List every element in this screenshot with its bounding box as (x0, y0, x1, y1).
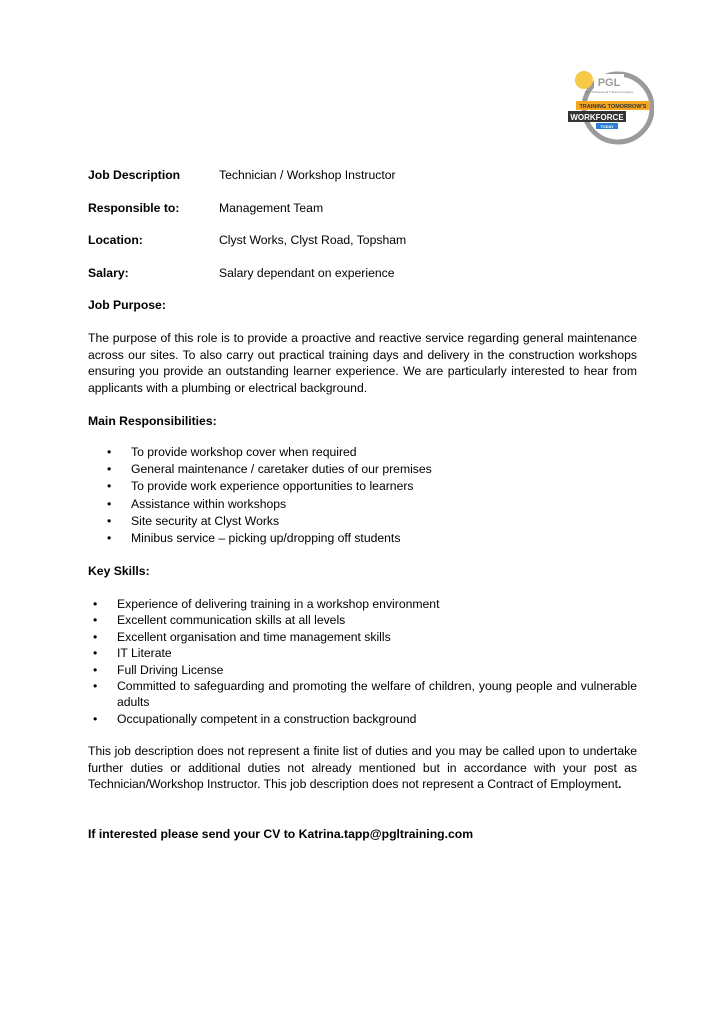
job-purpose-heading: Job Purpose: (88, 298, 166, 312)
field-value: Technician / Workshop Instructor (219, 168, 396, 182)
cta-text: If interested please send your CV to (88, 827, 299, 841)
key-skills-heading: Key Skills: (88, 564, 150, 578)
list-item: • Excellent communication skills at all levels (88, 612, 637, 628)
pgl-logo (566, 68, 654, 150)
disclaimer-end-mark: . (617, 777, 622, 791)
responsibilities-list (88, 444, 432, 547)
job-purpose-text: The purpose of this role is to provide a proactive and reactive service regarding general maintenance across our sites. To also carry out practical training days and delivery in the construction workshops ensuring you provide an outstanding learner experience. We are particularly interested to hear from applicants with a plumbing or electrical background. (88, 331, 637, 395)
field-label: Job Description (88, 168, 181, 182)
list-item: • General maintenance / caretaker duties of our premises (88, 461, 432, 478)
list-item: • Assistance within workshops (88, 496, 432, 513)
responsibilities-heading: Main Responsibilities: (88, 414, 217, 428)
list-item: • Full Driving License (88, 662, 637, 678)
svg-text:PGL: PGL (597, 77, 621, 89)
svg-text:TODAY: TODAY (600, 124, 614, 129)
svg-text:WORKFORCE: WORKFORCE (570, 113, 624, 122)
list-item: • To provide workshop cover when required (88, 444, 432, 461)
svg-text:Your Professional Training Com: Your Professional Training Company (584, 90, 634, 94)
disclaimer-body: This job description does not represent a finite list of duties and you may be called upon to undertake further duties or additional duties not already mentioned but in accordance with your post as Technician/Workshop Instructor. This job description does not represent a Contract of Employment (88, 744, 637, 791)
list-item: • Occupationally competent in a construction background (88, 711, 637, 727)
disclaimer-text (88, 743, 637, 793)
list-item: • To provide work experience opportunities to learners (88, 478, 432, 495)
contact-email[interactable]: Katrina.tapp@pgltraining.com (298, 827, 474, 841)
list-item: • Site security at Clyst Works (88, 513, 432, 530)
field-label: Location: (88, 233, 143, 247)
list-item: • IT Literate (88, 645, 637, 661)
list-item: • Excellent organisation and time management skills (88, 629, 637, 645)
field-value: Management Team (219, 201, 324, 215)
list-item: • Experience of delivering training in a workshop environment (88, 596, 637, 612)
field-value: Clyst Works, Clyst Road, Topsham (219, 233, 407, 247)
svg-text:TRAINING TOMORROW'S: TRAINING TOMORROW'S (579, 104, 647, 110)
key-skills-list (88, 596, 637, 727)
field-label: Salary: (88, 266, 129, 280)
field-label: Responsible to: (88, 201, 180, 215)
list-item: • Committed to safeguarding and promoting the welfare of children, young people and vulnerable adults (88, 678, 637, 711)
list-item: • Minibus service – picking up/dropping off students (88, 530, 432, 547)
cta-line (88, 826, 473, 842)
field-value: Salary dependant on experience (219, 266, 395, 280)
